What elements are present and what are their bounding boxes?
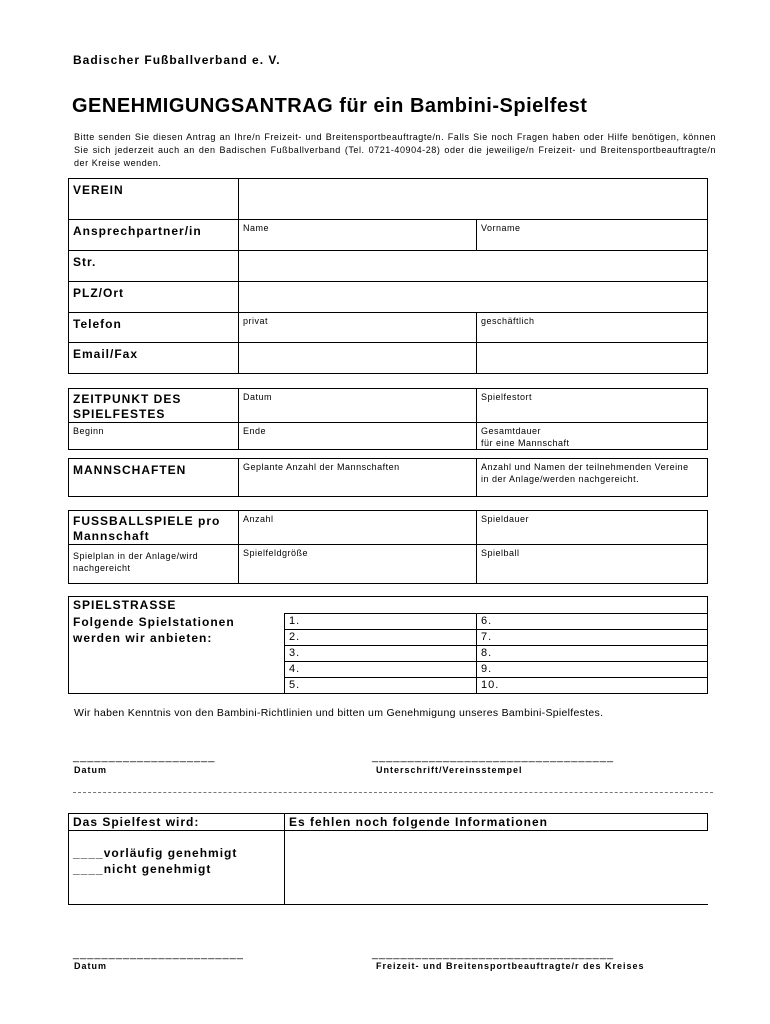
page-title: GENEHMIGUNGSANTRAG für ein Bambini-Spielfest [72, 95, 588, 117]
station-4[interactable]: 4. [285, 662, 477, 678]
contact-label: Ansprechpartner/in [69, 220, 239, 251]
street-label: Str. [69, 251, 239, 282]
email-field[interactable] [239, 343, 477, 374]
team-names-field[interactable]: Anzahl und Namen der teilnehmenden Vereine in der Anlage/werden nachgereicht. [477, 459, 708, 497]
decision-options [69, 831, 285, 905]
telefon-label: Telefon [69, 313, 239, 343]
field-size-field[interactable]: Spielfeldgröße [239, 545, 477, 584]
name-field[interactable]: Name [239, 220, 477, 251]
street-field[interactable] [239, 251, 708, 282]
schedule-note: Spielplan in der Anlage/wird nachgereicht [69, 545, 239, 584]
date-signature-line[interactable]: ____________________ [73, 751, 216, 763]
station-2[interactable]: 2. [285, 630, 477, 646]
missing-info-field[interactable] [285, 831, 708, 905]
date-field[interactable]: Datum [239, 389, 477, 423]
game-count-field[interactable]: Anzahl [239, 511, 477, 545]
station-9[interactable]: 9. [477, 662, 708, 678]
teams-label: MANNSCHAFTEN [69, 459, 239, 497]
separator-line [73, 792, 713, 793]
station-10[interactable]: 10. [477, 678, 708, 694]
timing-table [68, 388, 708, 450]
duration-field[interactable] [477, 423, 708, 450]
station-8[interactable]: 8. [477, 646, 708, 662]
verein-field[interactable] [239, 179, 708, 220]
club-signature-line[interactable]: __________________________________ [372, 751, 615, 763]
games-label: FUSSBALLSPIELE pro Mannschaft [69, 511, 239, 545]
confirmation-text: Wir haben Kenntnis von den Bambini-Richtlinien und bitten um Genehmigung unseres Bambini-Spielfestes. [74, 707, 604, 719]
vorname-field[interactable]: Vorname [477, 220, 708, 251]
club-table [68, 178, 708, 374]
plz-field[interactable] [239, 282, 708, 313]
email-label: Email/Fax [69, 343, 239, 374]
duration-label-2: für eine Mannschaft [481, 437, 570, 448]
timing-label: ZEITPUNKT DES SPIELFESTES [69, 389, 239, 423]
teams-table [68, 458, 708, 497]
stations-title: SPIELSTRASSE [69, 597, 708, 614]
decision-header: Das Spielfest wird: [69, 814, 285, 831]
district-signature-label: Freizeit- und Breitensportbeauftragte/r des Kreises [376, 961, 645, 971]
station-3[interactable]: 3. [285, 646, 477, 662]
intro-text: Bitte senden Sie diesen Antrag an Ihre/n Freizeit- und Breitensportbeauftragte/n. Falls Sie noch Fragen haben oder Hilfe benötigen, können Sie sich jederzeit auch an den Badischen Fußballverband (Tel. 0721-40904-28) oder die jeweilige/n Freizeit- und Breitensportbeauftragte/n der Kreise wenden. [74, 132, 716, 168]
game-duration-field[interactable]: Spieldauer [477, 511, 708, 545]
verein-label: VEREIN [69, 179, 239, 220]
club-signature-label: Unterschrift/Vereinsstempel [376, 765, 523, 775]
option-provisional[interactable]: ____vorläufig genehmigt [73, 846, 238, 860]
end-field[interactable]: Ende [239, 423, 477, 450]
station-6[interactable]: 6. [477, 614, 708, 630]
plz-label: PLZ/Ort [69, 282, 239, 313]
date-signature-line-2[interactable]: ________________________ [73, 948, 244, 960]
stations-subtitle: Folgende Spielstationen werden wir anbieten: [69, 614, 285, 694]
ball-field[interactable]: Spielball [477, 545, 708, 584]
fax-field[interactable] [477, 343, 708, 374]
phone-business-field[interactable]: geschäftlich [477, 313, 708, 343]
date-label: Datum [74, 765, 108, 775]
games-table [68, 510, 708, 584]
station-7[interactable]: 7. [477, 630, 708, 646]
organization-name: Badischer Fußballverband e. V. [73, 53, 281, 67]
phone-private-field[interactable]: privat [239, 313, 477, 343]
station-5[interactable]: 5. [285, 678, 477, 694]
location-field[interactable]: Spielfestort [477, 389, 708, 423]
station-1[interactable]: 1. [285, 614, 477, 630]
decision-table [68, 813, 708, 905]
district-signature-line[interactable]: __________________________________ [372, 948, 615, 960]
duration-label-1: Gesamtdauer [481, 426, 542, 436]
stations-table [68, 596, 708, 694]
date-label-2: Datum [74, 961, 108, 971]
start-field[interactable]: Beginn [69, 423, 239, 450]
missing-info-header: Es fehlen noch folgende Informationen [285, 814, 708, 831]
team-count-field[interactable]: Geplante Anzahl der Mannschaften [239, 459, 477, 497]
option-rejected[interactable]: ____nicht genehmigt [73, 862, 212, 876]
